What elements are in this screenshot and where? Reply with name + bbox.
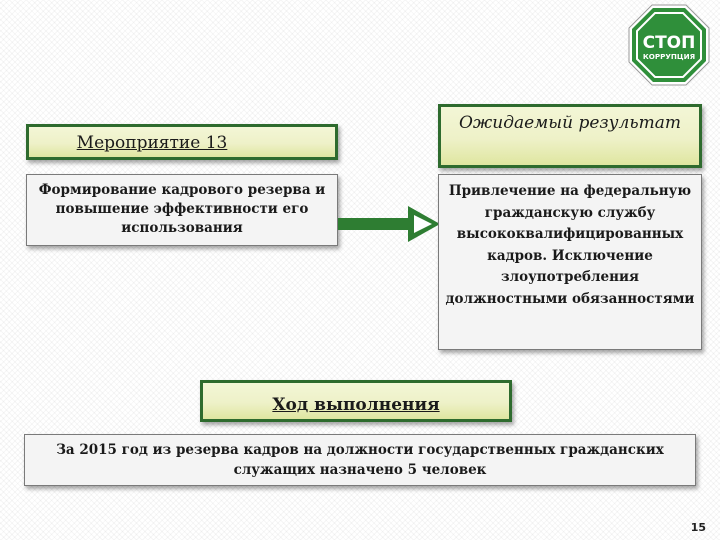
- event-description-box: [26, 174, 338, 246]
- progress-title-box: [200, 380, 512, 422]
- page-number: 15: [690, 521, 706, 534]
- result-title-box: [438, 104, 702, 168]
- right-arrow-icon: [338, 206, 440, 242]
- stop-sign-icon: [628, 4, 710, 86]
- logo-text-stop: СТОП: [642, 33, 696, 53]
- result-description-box: [438, 174, 702, 350]
- result-description: Привлечение на федеральную гражданскую службу высококвалифицированных кадров. Исключение злоупотребления должностными обязанностями: [445, 183, 695, 307]
- logo-text-corruption: КОРРУПЦИЯ: [642, 52, 696, 61]
- stop-corruption-logo: [628, 4, 710, 86]
- event-title-box: [26, 124, 338, 160]
- event-description: Формирование кадрового резерва и повышение эффективности его использования: [38, 182, 326, 236]
- progress-title: Ход выполнения: [272, 395, 440, 415]
- event-title: Мероприятие 13: [76, 133, 228, 153]
- progress-description-box: [24, 434, 696, 486]
- progress-description: За 2015 год из резерва кадров на должности государственных гражданских служащих назначено 5 человек: [56, 442, 664, 478]
- result-title: Ожидаемый результат: [458, 113, 681, 133]
